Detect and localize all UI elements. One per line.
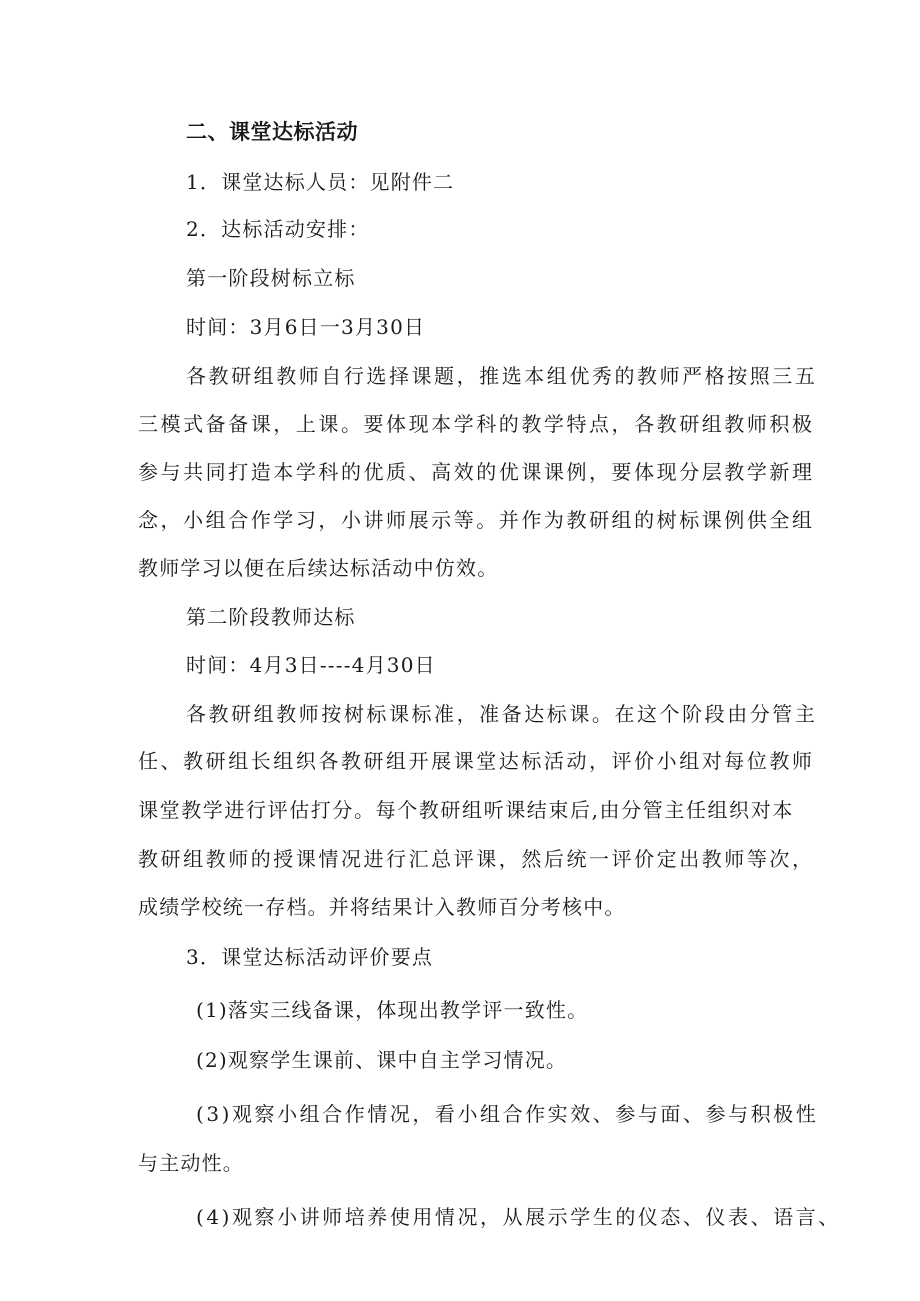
- point-3-continued: 与主动性。: [138, 1151, 244, 1175]
- stage2-body-line: 课堂教学进行评估打分。每个教研组听课结束后,由分管主任组织对本: [138, 798, 794, 822]
- stage2-body-line: 各教研组教师按树标课标准，准备达标课。在这个阶段由分管主: [186, 702, 818, 726]
- stage1-body-line: 参与共同打造本学科的优质、高效的优课课例，要体现分层教学新理: [138, 460, 815, 484]
- point-3: (3)观察小组合作情况，看小组合作实效、参与面、参与积极性: [196, 1102, 819, 1126]
- stage1-body-line: 念，小组合作学习，小讲师展示等。并作为教研组的树标课例供全组: [138, 508, 815, 532]
- point-4: (4)观察小讲师培养使用情况，从展示学生的仪态、仪表、语言、: [196, 1205, 841, 1229]
- item-2: 2．达标活动安排：: [186, 217, 370, 241]
- stage1-body-line: 三模式备备课，上课。要体现本学科的教学特点，各教研组教师积极: [138, 412, 815, 436]
- item-1: 1．课堂达标人员：见附件二: [186, 170, 455, 194]
- stage2-body-line: 任、教研组长组织各教研组开展课堂达标活动，评价小组对每位教师: [138, 749, 815, 773]
- item-3: 3．课堂达标活动评价要点: [186, 945, 434, 969]
- stage2-time: 时间：4月3日----4月30日: [186, 653, 436, 677]
- point-1: (1)落实三线备课，体现出教学评一致性。: [196, 998, 589, 1022]
- stage2-body-line: 教研组教师的授课情况进行汇总评课，然后统一评价定出教师等次，: [138, 847, 815, 871]
- stage1-time: 时间：3月6日一3月30日: [186, 315, 426, 339]
- stage1-body-line: 教师学习以便在后续达标活动中仿效。: [138, 556, 499, 580]
- stage1-body-line: 各教研组教师自行选择课题，推选本组优秀的教师严格按照三五: [186, 364, 818, 388]
- stage2-body-line: 成绩学校统一存档。并将结果计入教师百分考核中。: [138, 895, 626, 919]
- section-title: 二、课堂达标活动: [186, 120, 358, 144]
- point-2: (2)观察学生课前、课中自主学习情况。: [196, 1048, 568, 1072]
- stage2-title: 第二阶段教师达标: [186, 605, 356, 629]
- stage1-title: 第一阶段树标立标: [186, 266, 356, 290]
